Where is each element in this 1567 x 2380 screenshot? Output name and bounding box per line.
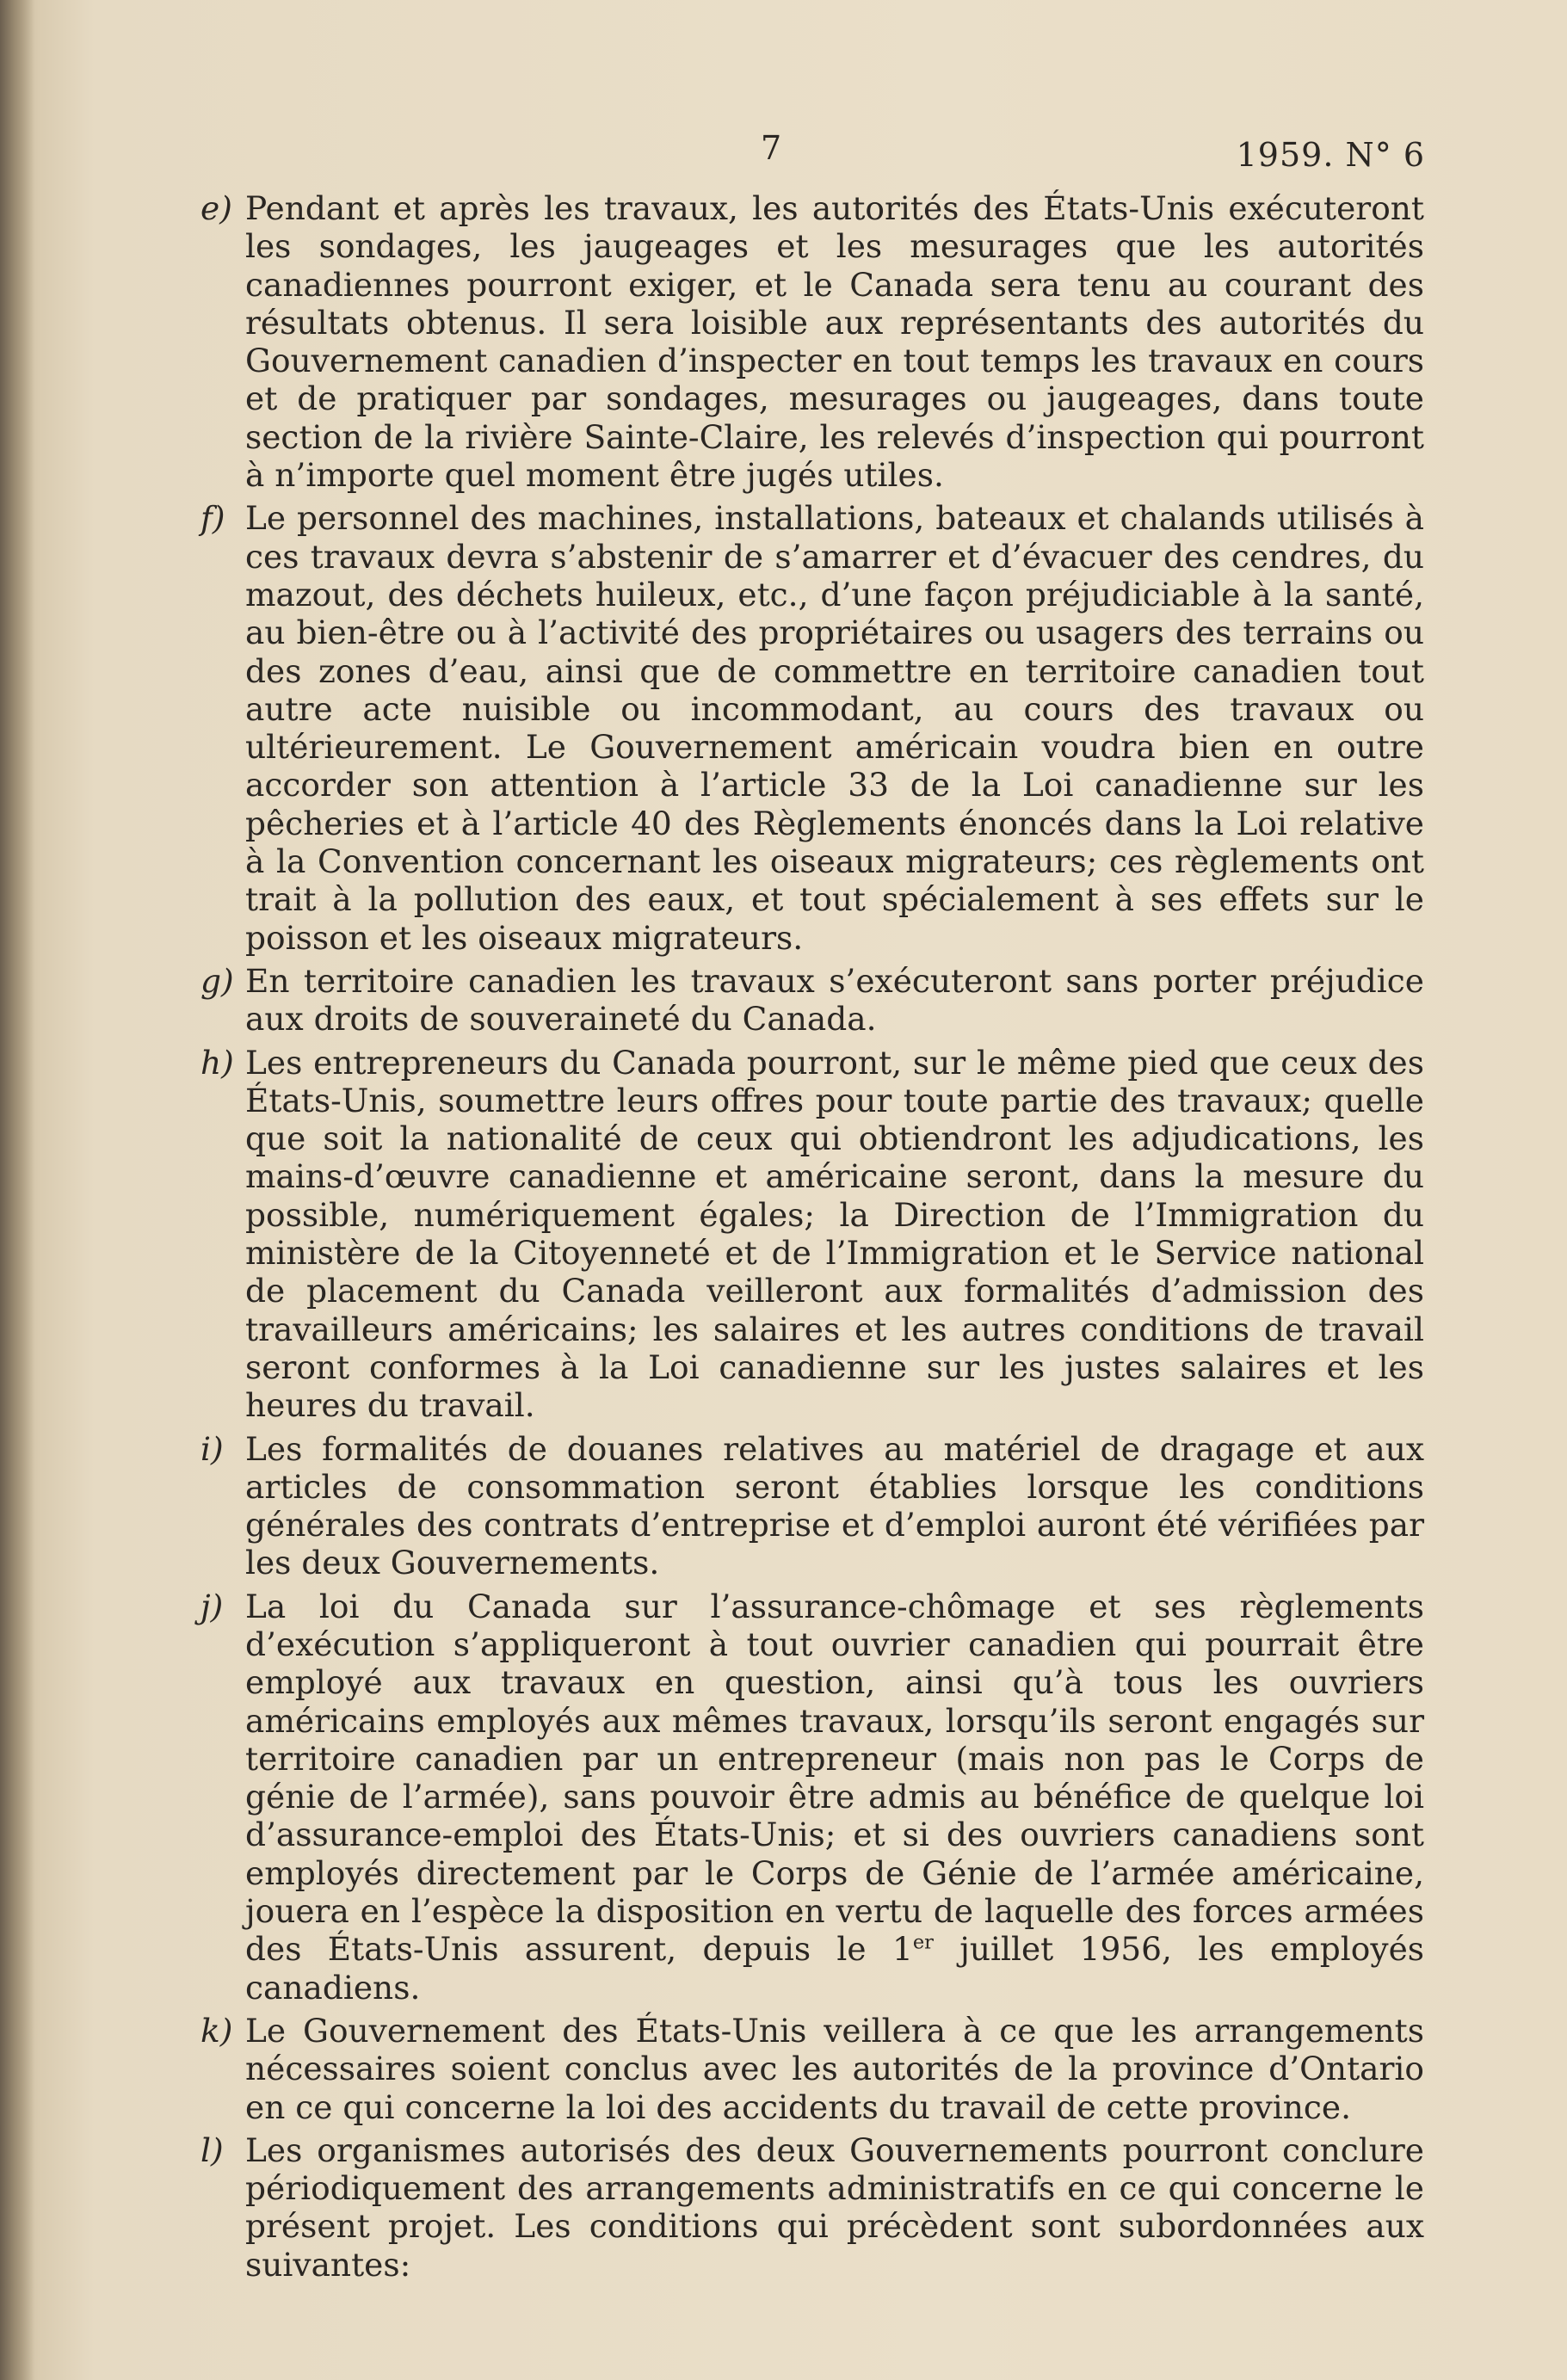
clause-text: Le Gouvernement des États-Unis veillera à ce que les arrangements nécessaires soient conclus avec les autorités de la province d’Ontario en ce qui concerne la loi des accidents du travail de cette province. (245, 2011, 1424, 2126)
clause-text-part: La loi du Canada sur l’assurance-chômage et ses règlements d’exécution s’appliqueront à tout ouvrier canadien qui pourrait être employé aux travaux en question, ainsi qu’à tous les ouvriers américains employés aux mêmes travaux, lorsqu’ils seront engagés sur territoire canadien par un entrepreneur (mais non pas le Corps de génie de l’armée), sans pouvoir être admis au bénéfice de quelque loi d’assurance-emploi des États-Unis; et si des ouvriers canadiens sont employés directement par le Corps de Génie de l’armée américaine, jouera en l’espèce la disposition en vertu de laquelle des forces armées des États-Unis assurent, depuis le 1 (245, 1587, 1424, 1969)
clause-text: Les formalités de douanes relatives au matériel de dragage et aux articles de consommation seront établies lorsque les conditions générales des contrats d’entreprise et d’emploi auront été vérifiées par les deux Gouvernements. (245, 1429, 1424, 1582)
clause-text: Les entrepreneurs du Canada pourront, sur le même pied que ceux des États-Unis, soumettre leurs offres pour toute partie des travaux; quelle que soit la nationalité de ceux qui obtiendront les adjudications, les mains-d’œuvre canadienne et américaine seront, dans la mesure du possible, numériquement égales; la Direction de l’Immigration du ministère de la Citoyenneté et de l’Immigration et le Service national de placement du Canada veilleront aux formalités d’admission des travailleurs américains; les salaires et les autres conditions de travail seront conformes à la Loi canadienne sur les justes salaires et les heures du travail. (245, 1043, 1424, 1425)
clause-letter: k) (201, 2011, 233, 2050)
clause-text (245, 1588, 1424, 2007)
clause-k (194, 2012, 1424, 2126)
clause-h (194, 1044, 1424, 1425)
clause-letter: h) (201, 1043, 234, 1082)
clause-l (194, 2131, 1424, 2284)
clause-letter: j) (201, 1587, 224, 1625)
clause-e (194, 189, 1424, 494)
page-number: 7 (761, 129, 782, 167)
clause-i (194, 1430, 1424, 1582)
clause-letter: l) (201, 2130, 224, 2169)
clause-text: En territoire canadien les travaux s’exécuteront sans porter préjudice aux droits de souveraineté du Canada. (245, 961, 1424, 1039)
clause-text: Le personnel des machines, installations, bateaux et chalands utilisés à ces travaux devra s’abstenir de s’amarrer et d’évacuer des cendres, du mazout, des déchets huileux, etc., d’une façon préjudiciable à la santé, au bien-être ou à l’activité des propriétaires ou usagers des terrains ou des zones d’eau, ainsi que de commettre en territoire canadien tout autre acte nuisible ou incommodant, au cours des travaux ou ultérieurement. Le Gouvernement américain voudra bien en outre accorder son attention à l’article 33 de la Loi canadienne sur les pêcheries et à l’article 40 des Règlements énoncés dans la Loi relative à la Convention concernant les oiseaux migrateurs; ces règlements ont trait à la pollution des eaux, et tout spécialement à ses effets sur le poisson et les oiseaux migrateurs. (245, 499, 1424, 957)
body-text (194, 189, 1424, 2289)
book-gutter-shadow (0, 0, 34, 2380)
clause-letter: f) (201, 499, 225, 538)
clause-text: Les organismes autorisés des deux Gouvernements pourront conclure périodiquement des arrangements administratifs en ce qui concerne le présent projet. Les conditions qui précèdent sont subordonnées aux suivantes: (245, 2130, 1424, 2284)
page-header (0, 129, 1567, 181)
clause-j (194, 1588, 1424, 2007)
clause-g (194, 962, 1424, 1039)
clause-text-part: juillet 1956, les employés canadiens. (245, 1930, 1424, 2007)
clause-letter: g) (201, 961, 234, 1000)
clause-letter: e) (201, 189, 232, 227)
header-reference: 1959. N° 6 (1236, 136, 1425, 174)
clause-text: Pendant et après les travaux, les autorités des États-Unis exécuteront les sondages, les jaugeages et les mesurages que les autorités canadiennes pourront exiger, et le Canada sera tenu au courant des résultats obtenus. Il sera loisible aux représentants des autorités du Gouvernement canadien d’inspecter en tout temps les travaux en cours et de pratiquer par sondages, mesurages ou jaugeages, dans toute section de la rivière Sainte-Claire, les relevés d’inspection qui pourront à n’importe quel moment être jugés utiles. (245, 189, 1424, 495)
clause-letter: i) (201, 1429, 224, 1468)
ordinal-superscript: er (912, 1931, 934, 1954)
clause-f (194, 499, 1424, 957)
